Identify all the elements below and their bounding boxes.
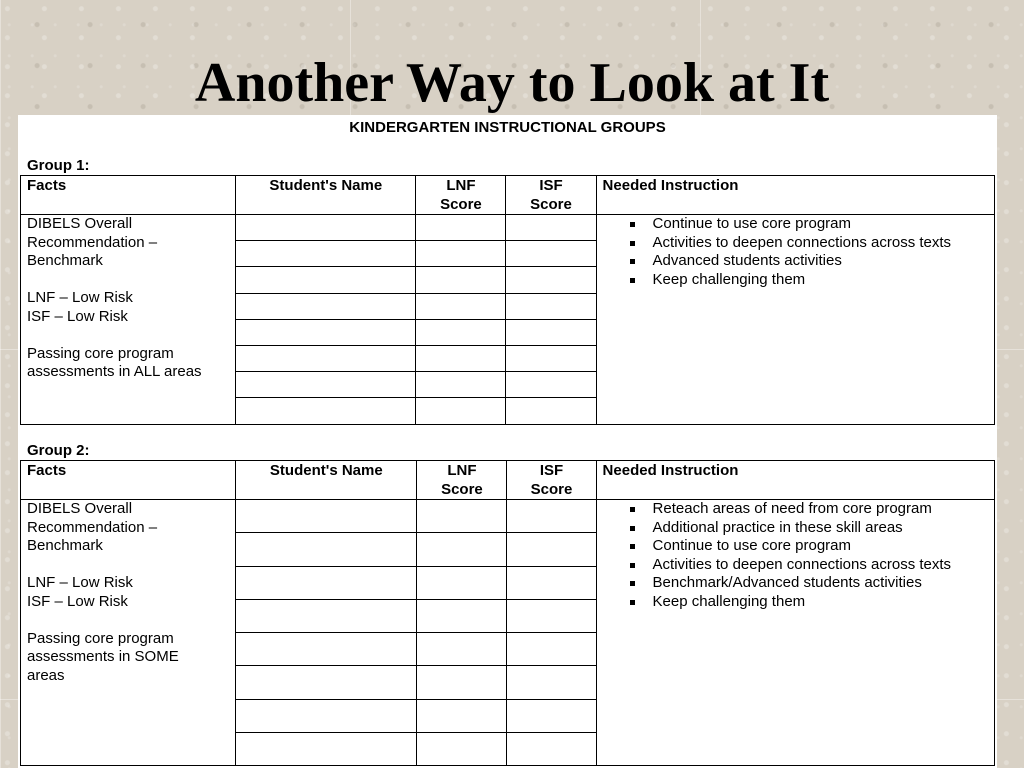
fact-line: areas <box>27 666 65 684</box>
facts-cell <box>21 215 236 425</box>
instruction-item: Keep challenging them <box>629 593 988 612</box>
fact-line: ISF – Low Risk <box>27 307 128 325</box>
col-header-needed-instruction: Needed Instruction <box>596 176 994 215</box>
lnf-score-cell[interactable] <box>417 633 507 666</box>
student-name-cell[interactable] <box>236 398 416 424</box>
student-row <box>21 215 995 241</box>
fact-line: Recommendation – <box>27 233 158 251</box>
group-2-table <box>20 460 995 766</box>
group-2-label: Group 2: <box>27 442 90 459</box>
lnf-score-cell[interactable] <box>417 599 507 632</box>
lnf-score-cell[interactable] <box>416 345 506 371</box>
instruction-item: Continue to use core program <box>629 215 988 234</box>
student-name-cell[interactable] <box>236 215 416 241</box>
lnf-score-cell[interactable] <box>417 699 507 732</box>
student-name-cell[interactable] <box>236 599 417 632</box>
student-name-cell[interactable] <box>236 666 417 699</box>
instruction-list <box>603 500 988 611</box>
needed-instruction-cell <box>596 500 994 766</box>
instruction-item: Benchmark/Advanced students activities <box>629 574 988 593</box>
instruction-item: Keep challenging them <box>629 271 988 290</box>
fact-line: assessments in SOME <box>27 648 179 665</box>
fact-line <box>27 556 229 575</box>
document-sheet <box>18 115 997 768</box>
col-header-student-name: Student's Name <box>236 461 417 500</box>
lnf-score-cell[interactable] <box>417 566 507 599</box>
facts-cell <box>21 500 236 766</box>
fact-line <box>27 326 229 345</box>
instruction-item: Advanced students activities <box>629 252 988 271</box>
instruction-item: Activities to deepen connections across texts <box>629 234 988 253</box>
student-name-cell[interactable] <box>236 319 416 345</box>
student-name-cell[interactable] <box>236 241 416 267</box>
isf-score-cell[interactable] <box>506 398 596 424</box>
group-1-label: Group 1: <box>27 157 90 174</box>
fact-line: DIBELS Overall <box>27 215 133 232</box>
student-name-cell[interactable] <box>236 566 417 599</box>
fact-line: assessments in ALL areas <box>27 363 202 380</box>
group-1-table <box>20 175 995 425</box>
fact-line: DIBELS Overall <box>27 500 133 517</box>
student-name-cell[interactable] <box>236 633 417 666</box>
col-header-lnf-score: LNF Score <box>417 461 507 500</box>
lnf-score-cell[interactable] <box>417 733 507 766</box>
fact-line: Benchmark <box>27 537 103 554</box>
student-name-cell[interactable] <box>236 699 417 732</box>
lnf-score-cell[interactable] <box>417 533 507 566</box>
student-name-cell[interactable] <box>236 345 416 371</box>
isf-score-cell[interactable] <box>507 533 596 566</box>
isf-score-cell[interactable] <box>506 241 596 267</box>
lnf-score-cell[interactable] <box>417 500 507 533</box>
student-name-cell[interactable] <box>236 372 416 398</box>
col-header-facts: Facts <box>21 461 236 500</box>
lnf-score-cell[interactable] <box>416 267 506 293</box>
lnf-score-cell[interactable] <box>416 398 506 424</box>
isf-score-cell[interactable] <box>506 293 596 319</box>
isf-score-cell[interactable] <box>507 599 596 632</box>
instruction-list <box>603 215 988 289</box>
col-header-lnf-score: LNF Score <box>416 176 506 215</box>
col-header-isf-score: ISF Score <box>507 461 596 500</box>
isf-score-cell[interactable] <box>506 319 596 345</box>
fact-line: ISF – Low Risk <box>27 592 128 610</box>
fact-line <box>27 611 229 630</box>
isf-score-cell[interactable] <box>507 566 596 599</box>
fact-line: LNF – Low Risk <box>27 289 133 306</box>
instruction-item: Continue to use core program <box>629 537 988 556</box>
lnf-score-cell[interactable] <box>416 293 506 319</box>
lnf-score-cell[interactable] <box>416 241 506 267</box>
isf-score-cell[interactable] <box>507 733 596 766</box>
student-name-cell[interactable] <box>236 500 417 533</box>
fact-line: Recommendation – <box>27 518 158 536</box>
col-header-isf-score: ISF Score <box>506 176 596 215</box>
isf-score-cell[interactable] <box>507 666 596 699</box>
slide-title: Another Way to Look at It <box>194 52 830 114</box>
student-name-cell[interactable] <box>236 533 417 566</box>
fact-line <box>27 271 229 290</box>
col-header-student-name: Student's Name <box>236 176 416 215</box>
instruction-item: Reteach areas of need from core program <box>629 500 988 519</box>
table-header-row <box>21 461 995 500</box>
student-row <box>21 500 995 533</box>
student-name-cell[interactable] <box>236 733 417 766</box>
lnf-score-cell[interactable] <box>417 666 507 699</box>
lnf-score-cell[interactable] <box>416 215 506 241</box>
fact-line: LNF – Low Risk <box>27 574 133 591</box>
fact-line: Passing core program <box>27 344 174 362</box>
student-name-cell[interactable] <box>236 293 416 319</box>
col-header-needed-instruction: Needed Instruction <box>596 461 994 500</box>
isf-score-cell[interactable] <box>507 699 596 732</box>
isf-score-cell[interactable] <box>506 215 596 241</box>
instruction-item: Activities to deepen connections across texts <box>629 556 988 575</box>
isf-score-cell[interactable] <box>506 267 596 293</box>
lnf-score-cell[interactable] <box>416 372 506 398</box>
student-name-cell[interactable] <box>236 267 416 293</box>
needed-instruction-cell <box>596 215 994 425</box>
col-header-facts: Facts <box>21 176 236 215</box>
isf-score-cell[interactable] <box>506 372 596 398</box>
isf-score-cell[interactable] <box>506 345 596 371</box>
fact-line: Benchmark <box>27 252 103 269</box>
table-header-row <box>21 176 995 215</box>
sheet-title: KINDERGARTEN INSTRUCTIONAL GROUPS <box>349 119 666 136</box>
fact-line: Passing core program <box>27 629 174 647</box>
isf-score-cell[interactable] <box>507 633 596 666</box>
isf-score-cell[interactable] <box>507 500 596 533</box>
instruction-item: Additional practice in these skill areas <box>629 519 988 538</box>
lnf-score-cell[interactable] <box>416 319 506 345</box>
